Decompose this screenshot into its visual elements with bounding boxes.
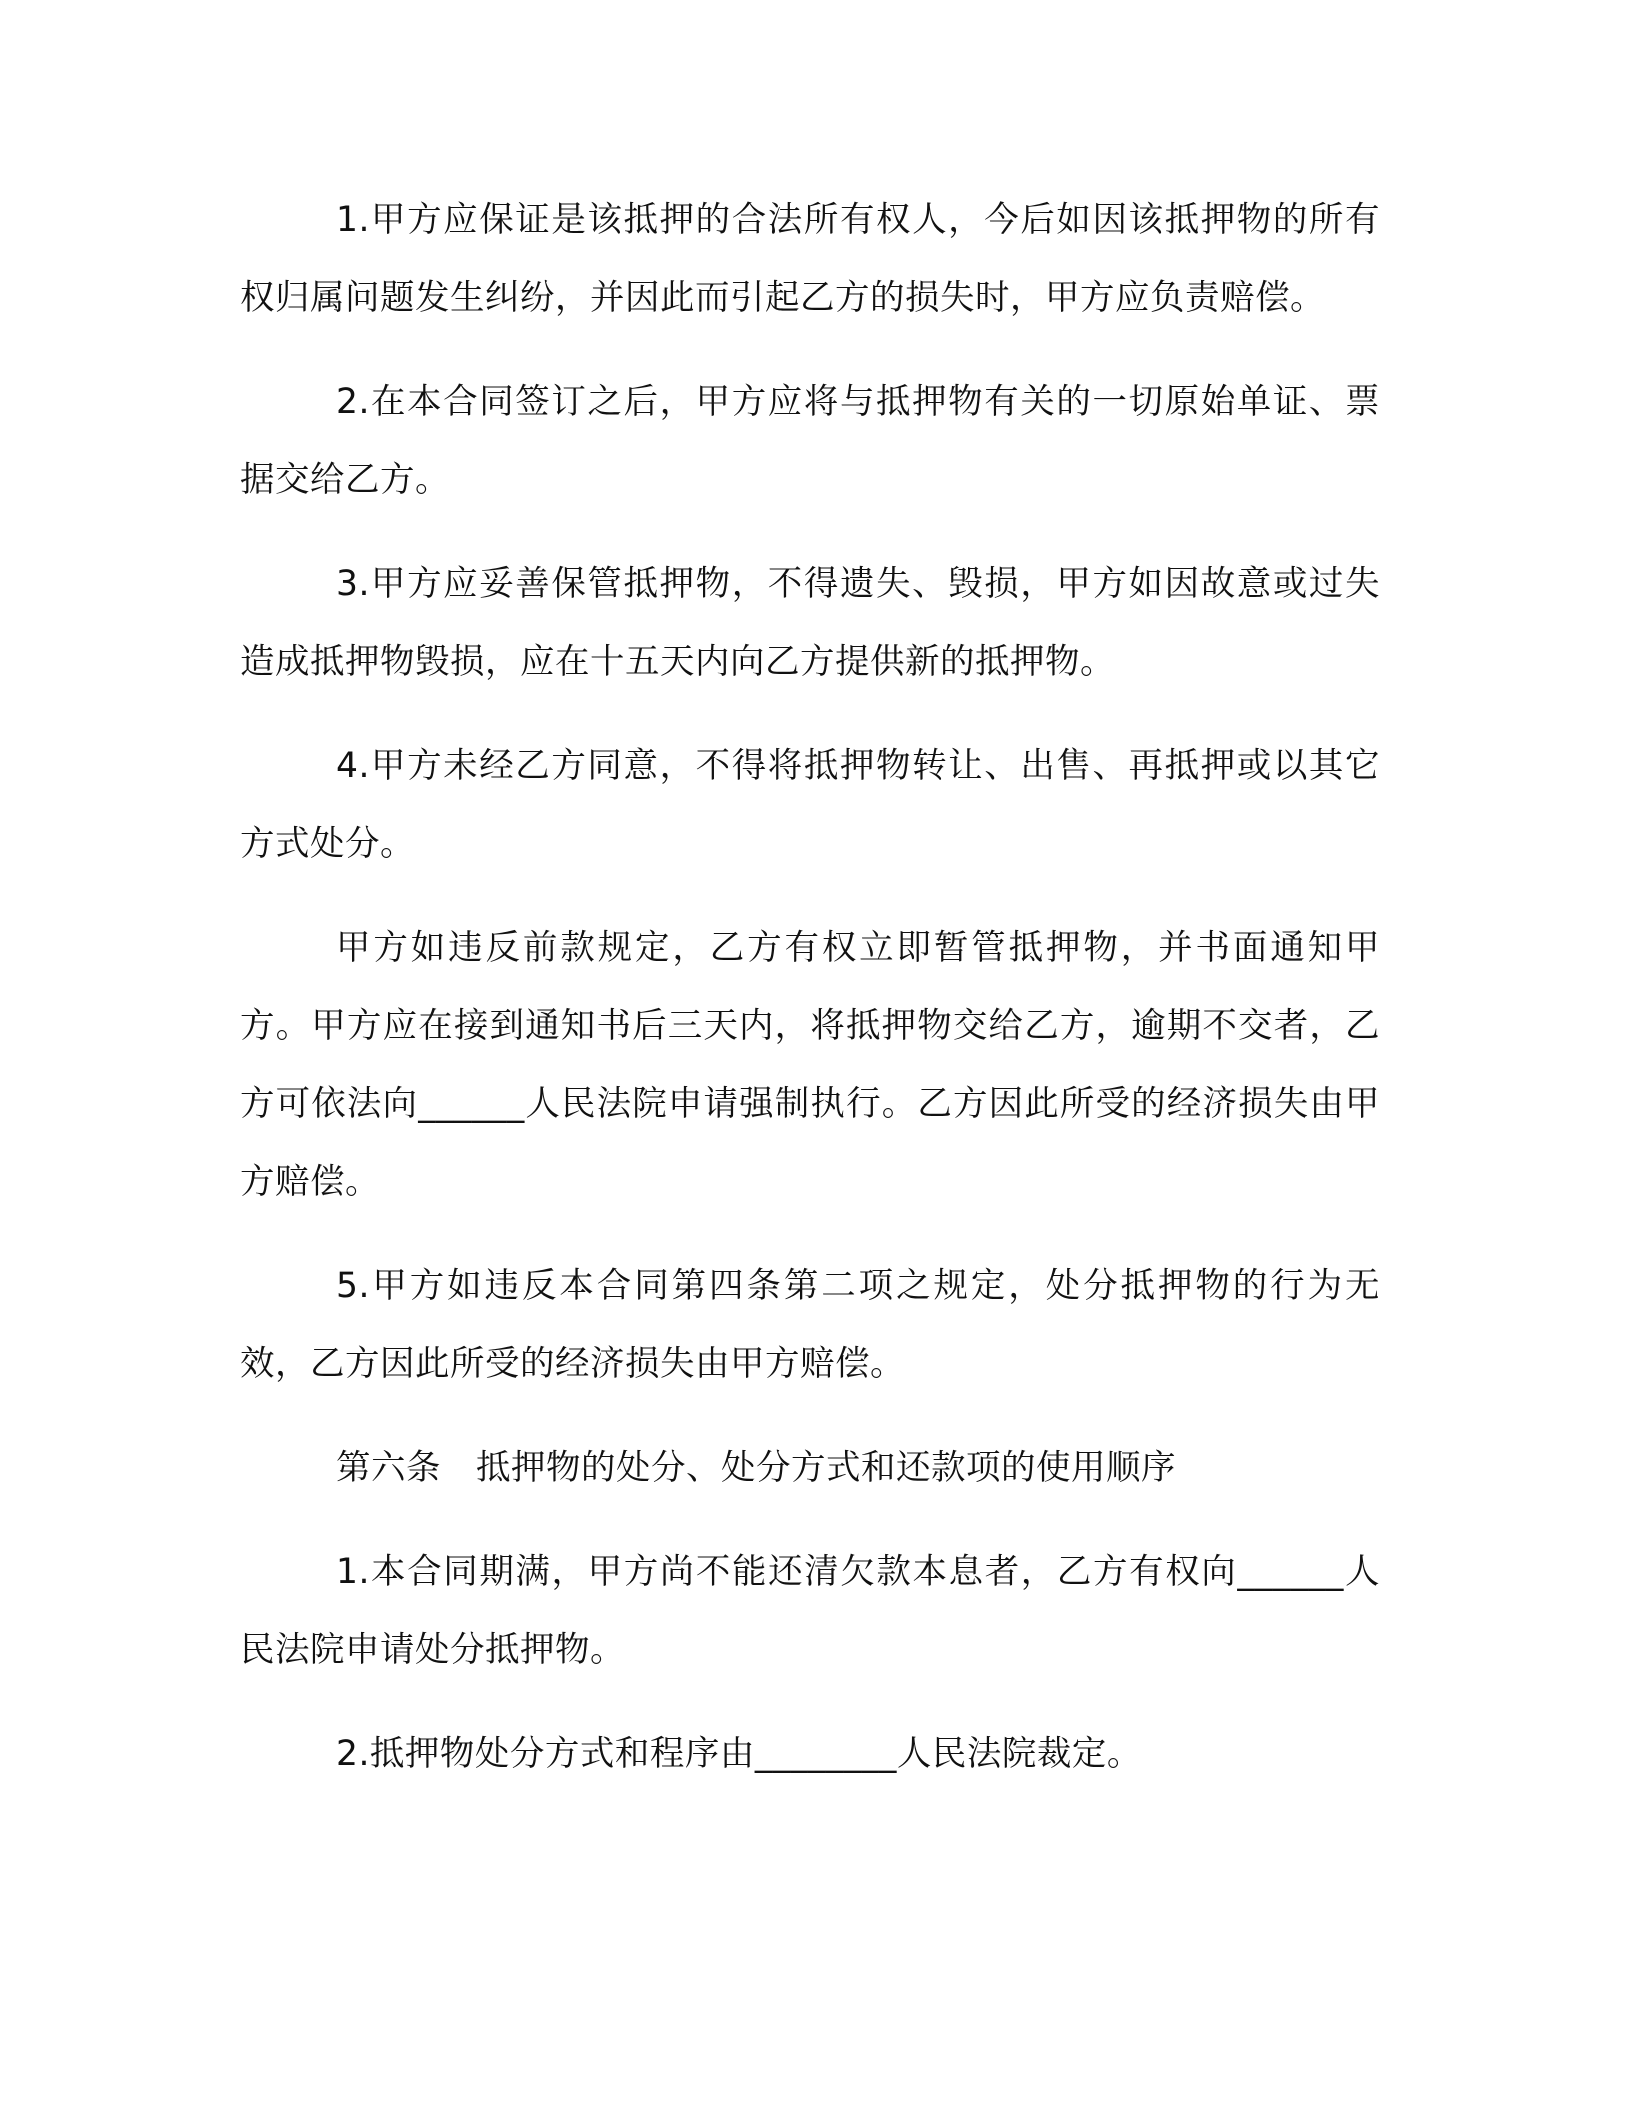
clause-1-paragraph: 1.甲方应保证是该抵押的合法所有权人，今后如因该抵押物的所有权归属问题发生纠纷，并因此而引起乙方的损失时，甲方应负责赔偿。	[240, 200, 1380, 318]
article-6-clause-1-paragraph: 1.本合同期满，甲方尚不能还清欠款本息者，乙方有权向______人民法院申请处分抵押物。	[240, 1552, 1380, 1670]
clause-5-paragraph: 5.甲方如违反本合同第四条第二项之规定，处分抵押物的行为无效，乙方因此所受的经济损失由甲方赔偿。	[240, 1266, 1380, 1384]
article-6-clause-2-paragraph: 2.抵押物处分方式和程序由________人民法院裁定。	[336, 1734, 1142, 1774]
clause-4-paragraph: 4.甲方未经乙方同意，不得将抵押物转让、出售、再抵押或以其它方式处分。	[240, 746, 1380, 864]
clause-4-violation-paragraph: 甲方如违反前款规定，乙方有权立即暂管抵押物，并书面通知甲方。甲方应在接到通知书后三天内，将抵押物交给乙方，逾期不交者，乙方可依法向______人民法院申请强制执行。乙方因此所受的经济损失由甲方赔偿。	[240, 928, 1380, 1202]
article-6-heading: 第六条 抵押物的处分、处分方式和还款项的使用顺序	[336, 1448, 1176, 1488]
document-body	[240, 181, 1380, 1819]
clause-3-paragraph: 3.甲方应妥善保管抵押物，不得遗失、毁损，甲方如因故意或过失造成抵押物毁损，应在十五天内向乙方提供新的抵押物。	[240, 564, 1380, 682]
clause-2-paragraph: 2.在本合同签订之后，甲方应将与抵押物有关的一切原始单证、票据交给乙方。	[240, 382, 1380, 500]
